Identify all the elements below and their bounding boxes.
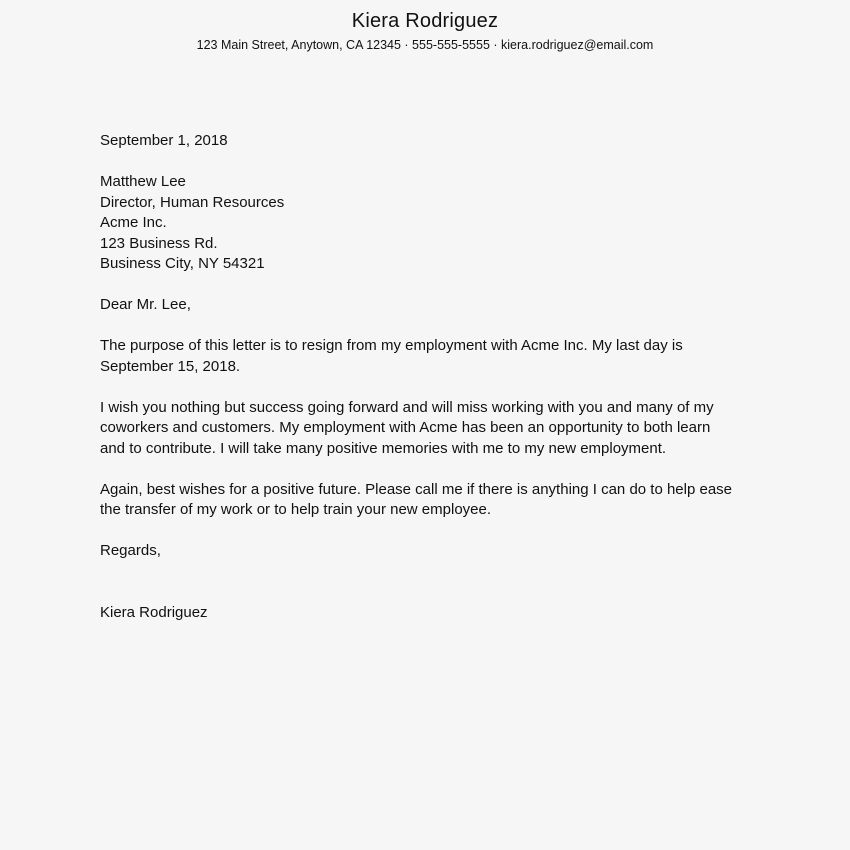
paragraph-line: Again, best wishes for a positive future. Please call me if there is anything I can do to help ease bbox=[100, 480, 733, 498]
letter-date: September 1, 2018 bbox=[100, 132, 228, 149]
sender-name: Kiera Rodriguez bbox=[351, 10, 499, 32]
recipient-title: Director, Human Resources bbox=[100, 193, 285, 211]
spacer bbox=[100, 459, 760, 480]
spacer bbox=[100, 377, 760, 398]
paragraph-line: coworkers and customers. My employment with Acme has been an opportunity to both learn bbox=[100, 419, 711, 436]
salutation: Dear Mr. Lee, bbox=[100, 296, 191, 313]
paragraph-1 bbox=[100, 336, 760, 377]
spacer bbox=[100, 316, 760, 337]
recipient-company: Acme Inc. bbox=[100, 214, 167, 231]
signature-name: Kiera Rodriguez bbox=[100, 603, 208, 621]
recipient-address bbox=[100, 172, 760, 275]
recipient-name: Matthew Lee bbox=[100, 173, 186, 190]
spacer bbox=[100, 275, 760, 296]
spacer bbox=[100, 521, 760, 542]
paragraph-line: I wish you nothing but success going forward and will miss working with you and many of my bbox=[100, 398, 714, 416]
recipient-city: Business City, NY 54321 bbox=[100, 255, 265, 272]
recipient-street: 123 Business Rd. bbox=[100, 234, 218, 252]
paragraph-3 bbox=[100, 480, 760, 521]
paragraph-line: September 15, 2018. bbox=[100, 357, 241, 375]
paragraph-2 bbox=[100, 398, 760, 460]
letter-body bbox=[100, 131, 760, 623]
letter-header bbox=[0, 8, 850, 53]
paragraph-line: and to contribute. I will take many positive memories with me to my new employment. bbox=[100, 439, 667, 457]
paragraph-line: the transfer of my work or to help train your new employee. bbox=[100, 501, 492, 518]
paragraph-line: The purpose of this letter is to resign from my employment with Acme Inc. My last day is bbox=[100, 337, 683, 354]
signature-space bbox=[100, 562, 760, 603]
spacer bbox=[100, 152, 760, 173]
closing: Regards, bbox=[100, 542, 161, 559]
sender-contact-line: 123 Main Street, Anytown, CA 12345 · 555-555-5555 · kiera.rodriguez@email.com bbox=[196, 38, 654, 52]
